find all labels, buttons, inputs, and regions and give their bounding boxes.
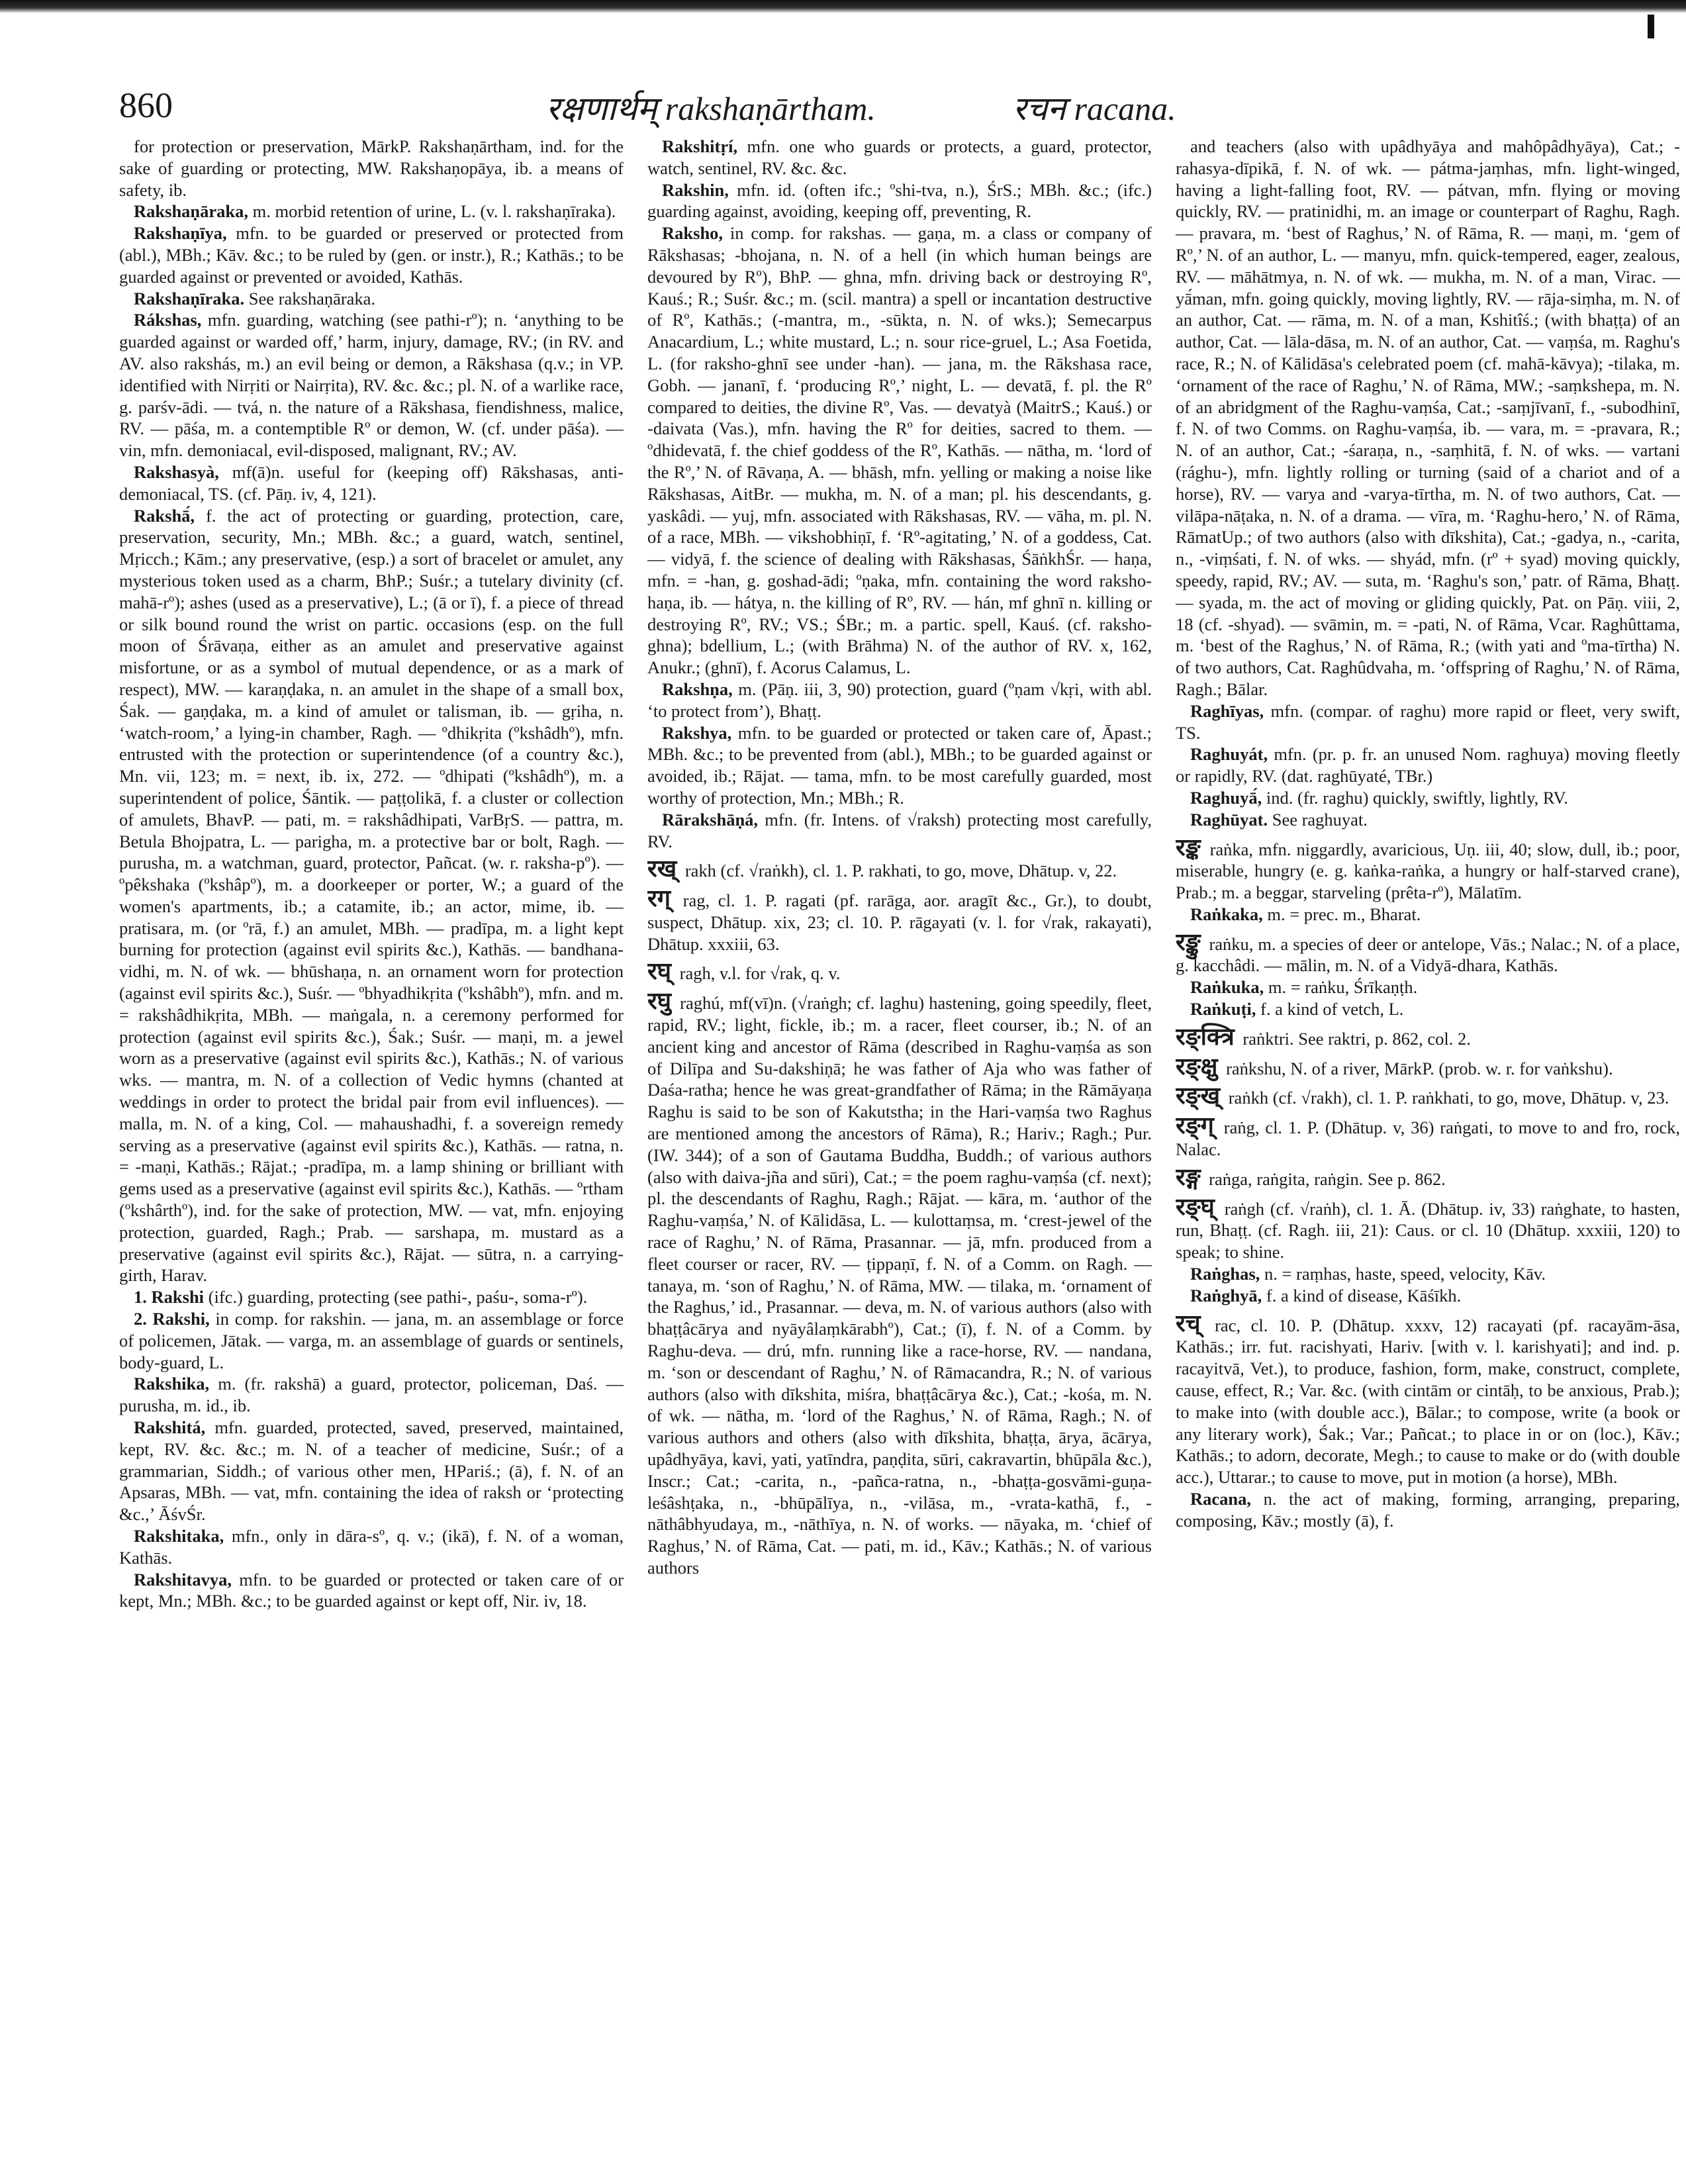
entry-headword: Rakshasyà, xyxy=(134,461,219,482)
entry-headword: Rakshin, xyxy=(662,179,729,200)
dictionary-entry xyxy=(1176,904,1680,926)
entry-text: raghú, mf(vī)n. (√raṅgh; cf. laghu) hastening, going speedily, fleet, rapid, RV.; light, fickle, ib.; m. a racer, fleet courser, ib.; N. of an ancient king and ancestor of Rāma (described in Raghu-vaṃśa as son of Dilīpa and Su-dakshiṇā; he was father of Aja who was father of Daśa-ratha; hence he was great-grandfather of Rāma; in the Rāmāyaṇa Raghu is said to be son of Kakutstha; in the Hari-vaṃśa two Raghus are mentioned among the ancestors of Rāma), R.; Hariv.; Ragh.; Pur. (IW. 344); of a son of Gautama Buddha, Buddh.; of various authors (also with daiva-jña and sūri), Cat.; = the poem raghu-vaṃśa (cf. next); pl. the descendants of Raghu, Ragh.; Rājat. — kāra, m. ‘author of the Raghu-vaṃśa,’ N. of Kālidāsa, L. — kulottaṃsa, m. ‘crest-jewel of the race of Raghu,’ N. of Rāma, Prasannar. — jā, mfn. produced from a fleet courser or racer, RV. — ṭippaṇī, f. N. of a Comm. on Ragh. — tanaya, m. ‘son of Raghu,’ N. of Rāma, MW. — tilaka, m. ‘ornament of the Raghus,’ id., Prasannar. — deva, m. N. of various authors (also with bhaṭṭâcārya and nyāyâlaṃkārabhº), Cat.; (ī), f. N. of a Comm. by Raghu-deva. — drú, mfn. running like a race-horse, RV. — nandana, m. ‘son or descendant of Raghu,’ N. of Rāmacandra, R.; N. of various authors (also with dīkshita, miśra, bhaṭṭâcārya &c.), Cat.; -kośa, m. N. of wk. — nātha, m. ‘lord of the Raghus,’ N. of Rāma, Ragh.; N. of various authors and others (also with dīkshita, bhaṭṭa, ārya, ācārya, upâdhyāya, kavi, yati, yatīndra, paṇḍita, sūri, cakravartin, bhūpāla &c.), Inscr.; Cat.; -carita, n., -pañca-ratna, n., -bhaṭṭa-gosvāmi-guṇa-leśâshṭaka, n., -bhūpālīya, n., -vilāsa, m., -vrata-kathā, f., -nāthâbhyudaya, m., -nāthīya, n. N. of works. — nāyaka, m. ‘chief of Raghus,’ N. of Rāma, Cat. — pati, m. id., Kāv.; Kathās.; N. of various authors xyxy=(647,993,1152,1578)
dictionary-entry xyxy=(119,505,624,1287)
dictionary-entry xyxy=(119,1286,624,1308)
entry-headword: रच् xyxy=(1176,1309,1201,1337)
entry-text: mfn. guarding, watching (see pathi-rº); n. ‘anything to be guarded against or warded off,’ harm, injury, damage, RV.; (in RV. and AV. also rakshás, m.) an evil being or demon, a Rākshasa (q.v.; in VP. identified with Nirṛiti or Nairṛita), RV. &c. &c.; pl. N. of a warlike race, g. parśv-ādi. — tvá, n. the nature of a Rākshasa, fiendishness, malice, RV. — pāśa, m. a contemptible Rº or demon, W. (cf. under pāśa). — vin, mfn. demoniacal, evil-disposed, malignant, RV.; AV. xyxy=(119,310,624,461)
dictionary-columns xyxy=(119,136,1681,2175)
entry-headword: 2. Rakshi, xyxy=(134,1309,210,1329)
entry-headword: Rákshas, xyxy=(134,310,202,330)
dictionary-entry xyxy=(647,855,1152,883)
column-1 xyxy=(119,136,624,2175)
entry-text: mfn. (fr. Intens. of √raksh) protecting most carefully, RV. xyxy=(647,809,1152,851)
dictionary-entry xyxy=(119,1417,624,1525)
dictionary-entry xyxy=(1176,1309,1680,1488)
entry-text: ragh, v.l. for √rak, q. v. xyxy=(679,963,841,984)
entry-text: mf(ā)n. useful for (keeping off) Rākshasas, anti-demoniacal, TS. (cf. Pāṇ. iv, 4, 121). xyxy=(119,461,624,504)
entry-headword: Rakshṇa, xyxy=(662,679,733,699)
dictionary-entry xyxy=(119,1525,624,1569)
entry-text: in comp. for rakshin. — jana, m. an assemblage or force of policemen, Jātak. — varga, m. an assemblage of guards or sentinels, body-guard, L. xyxy=(119,1309,624,1372)
entry-text: n. the act of making, forming, arranging, preparing, composing, Kāv.; mostly (ā), f. xyxy=(1176,1489,1680,1531)
dictionary-entry xyxy=(1176,1053,1680,1080)
entry-headword: रग् xyxy=(647,885,671,913)
dictionary-entry xyxy=(1176,809,1680,831)
dictionary-entry xyxy=(1176,1285,1680,1307)
entry-text: raṅga, raṅgita, raṅgin. See p. 862. xyxy=(1209,1168,1446,1189)
entry-headword: Rakshitṛí, xyxy=(662,136,738,156)
entry-headword: रङ्ख् xyxy=(1176,1082,1221,1110)
entry-headword: Rakshika, xyxy=(134,1374,210,1394)
entry-headword: रङ्क xyxy=(1176,833,1201,861)
entry-headword: Raṅghas, xyxy=(1190,1264,1260,1284)
entry-text: raṅka, mfn. niggardly, avaricious, Uṇ. iii, 40; slow, dull, ib.; poor, miserable, hungry (e. g. kaṅka-raṅka, a hungry or half-starved crane), Prab.; m. a beggar, starveling (prêta-rº), Mālatīm. xyxy=(1176,839,1680,903)
entry-headword: Raghūyat. xyxy=(1190,809,1268,830)
entry-text: for protection or preservation, MārkP. Rakshaṇārtham, ind. for the sake of guarding or protecting, MW. Rakshaṇopāya, ib. a means of safety, ib. xyxy=(119,136,624,200)
dictionary-entry xyxy=(119,1308,624,1373)
dictionary-entry xyxy=(119,136,624,201)
entry-headword: रङ्घ् xyxy=(1176,1193,1215,1221)
dictionary-entry xyxy=(1176,700,1680,744)
entry-headword: रङ्कु xyxy=(1176,928,1201,956)
dictionary-entry xyxy=(1176,976,1680,998)
entry-text: mfn. one who guards or protects, a guard, protector, watch, sentinel, RV. &c. &c. xyxy=(647,136,1152,178)
entry-text: raṅg, cl. 1. P. (Dhātup. v, 36) raṅgati, to move to and fro, rock, Nalac. xyxy=(1176,1117,1680,1160)
dictionary-entry xyxy=(1176,1023,1680,1051)
dictionary-entry xyxy=(647,722,1152,809)
dictionary-entry xyxy=(647,885,1152,955)
entry-text: mfn. to be guarded or protected or taken care of or kept, Mn.; MBh. &c.; to be guarded against or kept off, Nir. iv, 18. xyxy=(119,1569,624,1611)
entry-text: See raghuyat. xyxy=(1272,809,1368,830)
entry-headword: Raṅkuka, xyxy=(1190,977,1264,998)
dictionary-entry xyxy=(119,461,624,505)
entry-headword: Rakshitá, xyxy=(134,1417,206,1438)
entry-headword: Rakshaṇāraka, xyxy=(134,201,249,222)
entry-text: mfn. (compar. of raghu) more rapid or fleet, very swift, TS. xyxy=(1176,700,1680,743)
entry-text: raṅgh (cf. √raṅh), cl. 1. Ā. (Dhātup. iv, 33) raṅghate, to hasten, run, Bhaṭṭ. (cf. Ragh. iii, 21): Caus. or cl. 10 (Dhātup. xxxiii, 120) to speak; to shine. xyxy=(1176,1198,1680,1262)
dictionary-entry xyxy=(1176,743,1680,787)
entry-headword: Racana, xyxy=(1190,1489,1252,1509)
dictionary-entry xyxy=(1176,833,1680,904)
dictionary-entry xyxy=(647,222,1152,679)
dictionary-entry xyxy=(1176,928,1680,977)
entry-text: m. = raṅku, Śrīkaṇṭh. xyxy=(1268,977,1418,998)
page-top-edge xyxy=(0,0,1686,13)
entry-text: mfn. to be guarded or protected or taken care of, Āpast.; MBh. &c.; to be prevented from (abl.), MBh.; to be guarded against or avoided, ib.; Rājat. — tama, mfn. to be most carefully guarded, most worthy of protection, Mn.; MBh.; R. xyxy=(647,722,1152,808)
entry-text: mfn. id. (often ifc.; ºshi-tva, n.), ŚrS.; MBh. &c.; (ifc.) guarding against, avoiding, keeping off, preventing, R. xyxy=(647,179,1152,222)
entry-text: mfn. (pr. p. fr. an unused Nom. raghuya) moving fleetly or rapidly, RV. (dat. raghūyaté, TBr.) xyxy=(1176,744,1680,786)
entry-text: See rakshaṇāraka. xyxy=(248,288,376,309)
dictionary-entry xyxy=(647,679,1152,722)
entry-text: raṅkshu, N. of a river, MārkP. (prob. w. r. for vaṅkshu). xyxy=(1226,1058,1613,1078)
entry-headword: रङ्क्त्रि xyxy=(1176,1023,1235,1051)
entry-text: m. = prec. m., Bharat. xyxy=(1267,904,1421,924)
dictionary-entry xyxy=(119,222,624,287)
dictionary-entry xyxy=(1176,136,1680,700)
entry-text: mfn., only in dāra-sº, q. v.; (ikā), f. N. of a woman, Kathās. xyxy=(119,1526,624,1568)
entry-headword: Raghuyā́, xyxy=(1190,787,1262,808)
dictionary-entry xyxy=(1176,1112,1680,1161)
dictionary-entry xyxy=(647,136,1152,179)
scan-mark xyxy=(1648,15,1654,38)
entry-text: n. = raṃhas, haste, speed, velocity, Kāv. xyxy=(1264,1264,1546,1284)
dictionary-entry xyxy=(1176,1488,1680,1532)
entry-text: f. a kind of disease, Kāśīkh. xyxy=(1266,1285,1462,1306)
entry-text: raṅku, m. a species of deer or antelope, Vās.; Nalac.; N. of a place, g. kacchâdi. — mālin, m. N. of a Vidyā-dhara, Kathās. xyxy=(1176,933,1680,976)
dictionary-entry xyxy=(1176,787,1680,809)
page-header xyxy=(119,85,1681,138)
entry-headword: Raṅghyā, xyxy=(1190,1285,1262,1306)
entry-headword: Raṅkaka, xyxy=(1190,904,1263,924)
entry-text: raṅkh (cf. √rakh), cl. 1. P. raṅkhati, to go, move, Dhātup. v, 23. xyxy=(1228,1088,1669,1108)
dictionary-entry xyxy=(119,201,624,222)
column-3 xyxy=(1176,136,1680,2175)
running-headword-left: रक्षणार्थम् rakshaṇārtham. xyxy=(546,90,876,127)
entry-headword: Rakshitaka, xyxy=(134,1526,224,1546)
entry-text: m. (fr. rakshā) a guard, protector, policeman, Daś. — purusha, m. id., ib. xyxy=(119,1374,624,1416)
entry-headword: रघु xyxy=(647,988,671,1016)
dictionary-entry xyxy=(119,309,624,461)
column-2 xyxy=(647,136,1152,2175)
entry-headword: रघ् xyxy=(647,958,671,986)
entry-text: f. the act of protecting or guarding, protection, care, preservation, security, Mn.; MBh. &c.; a guard, watch, sentinel, Mṛicch.; Kām.; any preservative, (esp.) a sort of bracelet or amulet, any mysterious token used as a charm, BhP.; Suśr.; a tutelary divinity (cf. mahā-rº); ashes (used as a preservative), L.; (ā or ī), f. a piece of thread or silk bound round the wrist on partic. occasions (esp. on the full moon of Śrāvaṇa, either as an amulet and preservative against misfortune, or as a symbol of mutual dependence, or as a mark of respect), MW. — karaṇḍaka, n. an amulet in the shape of a small box, Śak. — gaṇḍaka, m. a kind of amulet or talisman, ib. — gṛiha, n. ‘watch-room,’ a lying-in chamber, Ragh. — ºdhikṛita (ºkshâdhº), mfn. entrusted with the protection or superintendence (of a country &c.), Mn. vii, 123; m. = next, ib. ix, 272. — ºdhipati (ºkshâdhº), m. a superintendent of police, Śāntik. — paṭṭolikā, f. a cluster or collection of amulets, BhavP. — pati, m. = rakshâdhipati, VarBṛS. — pattra, m. Betula Bhojpatra, L. — parigha, m. a protective bar or bolt, Ragh. — purusha, m. a watchman, guard, protector, Pañcat. (w. r. raksha-pº). — ºpêkshaka (ºkshâpº), m. a doorkeeper or porter, W.; a guard of the women's apartments, ib.; a catamite, ib.; an actor, mime, ib. — pratisara, m. (or ºrā, f.) an amulet, MBh. — pradīpa, m. a light kept burning for protection (against evil spirits &c.), Kathās. — bandhana-vidhi, m. N. of wk. — bhūshaṇa, n. an ornament worn for protection (against evil spirits &c.), Suśr. — ºbhyadhikṛita (ºkshâbhº), mfn. and m. = rakshâdhikṛita, MBh. — maṅgala, n. a ceremony performed for protection (against evil spirits &c.), Śak.; Suśr. — maṇi, m. a jewel worn as a preservative (against evil spirits &c.), Kathās.; N. of various wks. — mantra, m. N. of a collection of Vedic hymns (chanted at weddings in order to protect the bridal pair from evil influences). — malla, m. N. of a king, Col. — mahaushadhi, f. a sovereign remedy serving as a preservative (against evil spirits &c.), Kathās. — ratna, n. = -maṇi, Kathās.; Rājat.; -pradīpa, m. a lamp shining or brilliant with gems used as a preservative (against evil spirits &c.), Kathās. — ºrtham (ºkshârthº), ind. for the sake of protection, MW. — vat, mfn. enjoying protection, guarded, Ragh.; Prab. — sarshapa, m. mustard as a preservative (against evil spirits &c.), Rājat. — sūtra, n. a carrying-girth, Harav. xyxy=(119,505,624,1286)
page-number: 860 xyxy=(119,85,173,125)
entry-text: raṅktri. See raktri, p. 862, col. 2. xyxy=(1242,1028,1471,1049)
dictionary-entry xyxy=(647,958,1152,986)
dictionary-entry xyxy=(647,809,1152,853)
entry-headword: Rakshitavya, xyxy=(134,1569,232,1590)
dictionary-entry xyxy=(119,288,624,310)
entry-headword: रङ्ग xyxy=(1176,1163,1201,1191)
entry-headword: Rakshaṇīya, xyxy=(134,223,227,244)
entry-headword: Raṅkuṭi, xyxy=(1190,999,1256,1020)
dictionary-entry xyxy=(1176,1263,1680,1285)
entry-text: mfn. to be guarded or preserved or protected from (abl.), MBh.; Kāv. &c.; to be ruled by (gen. or instr.), R.; Kathās.; to be guarded against or prevented or avoided, Kathās. xyxy=(119,223,624,287)
dictionary-entry xyxy=(1176,998,1680,1020)
entry-headword: Rakshya, xyxy=(662,722,732,743)
dictionary-entry xyxy=(1176,1193,1680,1263)
entry-text: rag, cl. 1. P. ragati (pf. rarāga, aor. aragīt &c., Gr.), to doubt, suspect, Dhātup. xix, 23; cl. 10. P. rāgayati (v. l. for √rak, rakayati), Dhātup. xxxiii, 63. xyxy=(647,890,1152,954)
entry-text: m. (Pāṇ. iii, 3, 90) protection, guard (ºṇam √kṛi, with abl. ‘to protect from’), Bhaṭṭ. xyxy=(647,679,1152,721)
entry-text: (ifc.) guarding, protecting (see pathi-, paśu-, soma-rº). xyxy=(208,1287,588,1307)
dictionary-entry xyxy=(647,179,1152,223)
entry-headword: रख् xyxy=(647,855,677,883)
entry-headword: रङ्ग् xyxy=(1176,1112,1214,1140)
entry-headword: Rārakshāṇá, xyxy=(662,809,759,830)
entry-headword: Raksho, xyxy=(662,223,724,244)
entry-text: m. morbid retention of urine, L. (v. l. rakshaṇīraka). xyxy=(252,201,616,222)
entry-headword: 1. Rakshi xyxy=(134,1287,205,1307)
entry-headword: Rakshā́, xyxy=(134,505,195,526)
dictionary-entry xyxy=(1176,1082,1680,1110)
entry-headword: Rakshaṇīraka. xyxy=(134,288,245,309)
dictionary-entry xyxy=(647,988,1152,1579)
entry-text: and teachers (also with upâdhyāya and mahôpâdhyāya), Cat.; -rahasya-dīpikā, f. N. of wk. — pátma-jaṃhas, mfn. light-winged, having a light-falling foot, RV. — pátvan, mfn. flying or moving quickly, RV. — pratinidhi, m. an image or counterpart of Raghu, Ragh. — pravara, m. ‘best of Raghus,’ N. of Rāma, R. — maṇi, m. ‘gem of Rº,’ N. of an author, L. — manyu, mfn. quick-tempered, eager, zealous, RV. — māhātmya, n. N. of wk. — mukha, m. N. of a man, Virac. — yā́man, mfn. going quickly, moving lightly, RV. — rāja-siṃha, m. N. of an author, Cat. — rāma, m. N. of a man, Kshitîś.; (with bhaṭṭa) of an author, Cat. — lāla-dāsa, m. N. of an author, Cat. — vaṃśa, m. Raghu's race, R.; N. of Kālidāsa's celebrated poem (cf. mahā-kāvya); -tilaka, m. ‘ornament of the race of Raghu,’ N. of Rāma, MW.; -saṃkshepa, m. N. of an abridgment of the Raghu-vaṃśa, Cat.; -saṃjīvanī, f., -subodhinī, f. N. of two Comms. on Raghu-vaṃśa, ib. — vara, m. = -pravara, R.; N. of an author, Cat.; -śaraṇa, n., -saṃhitā, f. N. of wks. — vartani (rághu-), mfn. lightly rolling or turning (said of a chariot and of a horse), RV. — varya and -varya-tīrtha, m. N. of two authors, Cat. — vilāpa-nāṭaka, n. N. of a drama. — vīra, m. ‘Raghu-hero,’ N. of Rāma, RāmatUp.; of two authors (also with dīkshita), Cat.; -gadya, n., -carita, n., -viṃśati, f. N. of wks. — shyád, mfn. (rº + syad) moving quickly, speedy, rapid, RV.; AV. — suta, m. ‘Raghu's son,’ patr. of Rāma, Bhaṭṭ. — syada, m. the act of moving or gliding quickly, Pat. on Pāṇ. viii, 2, 18 (cf. -shyad). — svāmin, m. = -pati, N. of Rāma, Vcar. Raghûttama, m. ‘best of the Raghus,’ N. of Rāma, R.; (with yati and ºma-tīrtha) N. of two authors, Cat. Raghûdvaha, m. ‘offspring of Raghu,’ N. of Rāma, Ragh.; Bālar. xyxy=(1176,136,1680,699)
dictionary-entry xyxy=(119,1569,624,1613)
entry-text: ind. (fr. raghu) quickly, swiftly, lightly, RV. xyxy=(1266,787,1568,808)
entry-headword: रङ्क्षु xyxy=(1176,1053,1218,1080)
entry-text: f. a kind of vetch, L. xyxy=(1260,999,1404,1020)
entry-text: mfn. guarded, protected, saved, preserved, maintained, kept, RV. &c. &c.; m. N. of a teacher of medicine, Suśr.; of a grammarian, Siddh.; of various other men, HPariś.; (ā), f. N. of an Apsaras, MBh. — vat, mfn. containing the idea of raksh or ‘protecting &c.,’ ĀśvŚr. xyxy=(119,1417,624,1525)
dictionary-entry xyxy=(1176,1163,1680,1191)
entry-headword: Raghuyát, xyxy=(1190,744,1268,765)
running-headword-right: रचन racana. xyxy=(1013,90,1176,127)
entry-text: rakh (cf. √raṅkh), cl. 1. P. rakhati, to go, move, Dhātup. v, 22. xyxy=(684,861,1117,881)
entry-headword: Raghīyas, xyxy=(1190,700,1264,721)
entry-text: in comp. for rakshas. — gaṇa, m. a class or company of Rākshasas; -bhojana, n. N. of a hell (in which human beings are devoured by Rº), BhP. — ghna, mfn. driving back or destroying Rº, Kauś.; R.; Suśr. &c.; m. (scil. mantra) a spell or incantation destructive of Rº, Kathās.; (-mantra, m., -sūkta, n. N. of wks.); Semecarpus Anacardium, L.; white mustard, L.; n. sour rice-gruel, L.; Asa Foetida, L. (for raksho-ghnī see under -han). — jana, m. the Rākshasa race, Gobh. — jananī, f. ‘producing Rº,’ night, L. — devatā, f. pl. the Rº compared to deities, the divine Rº, Vas. — devatyà (MaitrS.; Kauś.) or -daivata (Vas.), mfn. having the Rº for deities, sacred to them. — ºdhidevatā, f. the chief goddess of the Rº, Kathās. — nātha, m. ‘lord of the Rº,’ N. of Rāvaṇa, A. — bhāsh, mfn. yelling or making a noise like Rākshasas, AitBr. — mukha, m. N. of a man; pl. his descendants, g. yaskâdi. — yuj, mfn. associated with Rākshasas, RV. — vāha, m. pl. N. of a race, MBh. — vikshobhiṇī, f. ‘Rº-agitating,’ N. of a goddess, Cat. — vidyā, f. the science of dealing with Rākshasas, ŚāṅkhŚr. — haṇa, mfn. = -han, g. goshad-ādi; ºṇaka, mfn. containing the word raksho-haṇa, ib. — hátya, n. the killing of Rº, RV. — hán, mf ghnī n. killing or destroying Rº, RV.; VS.; ŚBr.; m. a partic. spell, Kauś. (cf. raksho-ghna); bdellium, L.; (with Brāhma) N. of the author of RV. x, 162, Anukr.; (ghnī), f. Acorus Calamus, L. xyxy=(647,223,1152,678)
dictionary-entry xyxy=(119,1373,624,1417)
entry-text: rac, cl. 10. P. (Dhātup. xxxv, 12) racayati (pf. racayām-āsa, Kathās.; irr. fut. racishyati, Hariv. [with v. l. karishyati]; and ind. p. racayitvā, Vet.), to produce, fashion, form, make, construct, complete, cause, effect, R.; Var. &c. (with cintām or cintāḥ, to be anxious, Prab.); to make into (with double acc.), Bālar.; to compose, write (a book or any literary work), Śak.; Var.; Pañcat.; to place in or on (loc.), Kāv.; Kathās.; to adorn, decorate, Megh.; to cause to make or do (with double acc.), Uttarar.; to cause to move, put in motion (a horse), MBh. xyxy=(1176,1315,1680,1488)
